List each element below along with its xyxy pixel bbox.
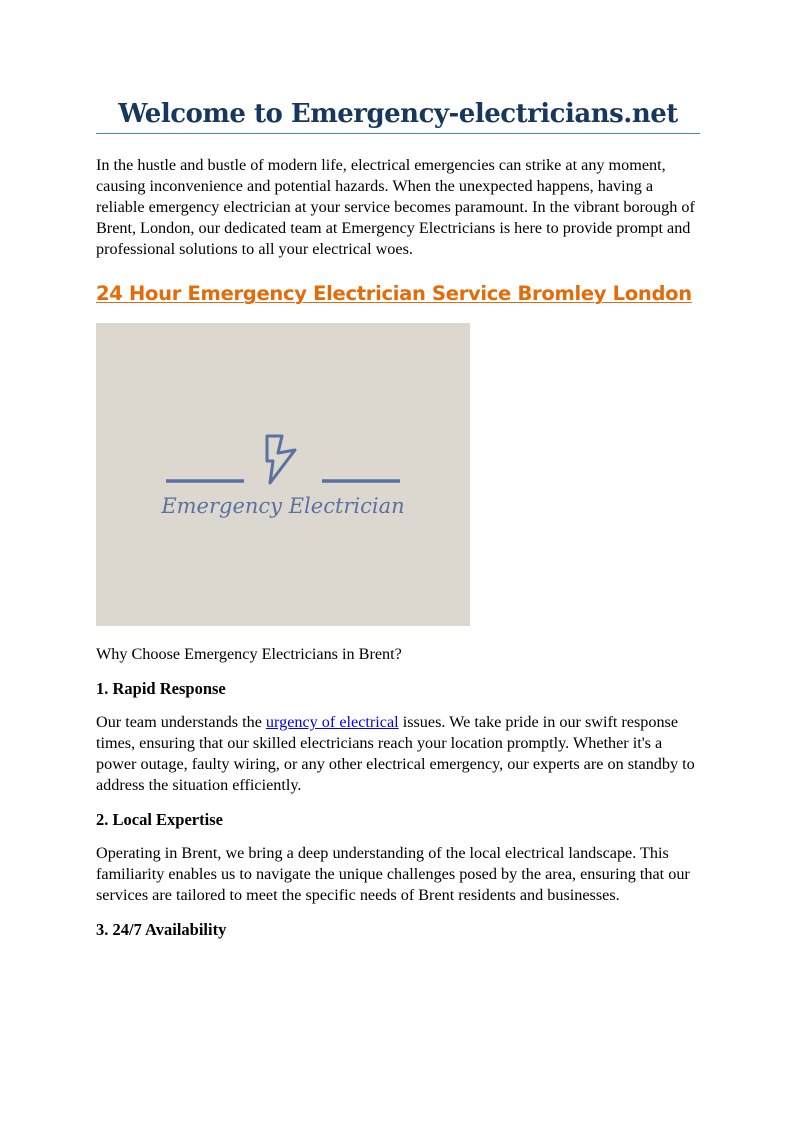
page-title: Welcome to Emergency-electricians.net: [118, 99, 678, 129]
logo-graphic: [96, 323, 470, 626]
section-heading-local-expertise: 2. Local Expertise: [96, 810, 223, 829]
section-heading-rapid-response: 1. Rapid Response: [96, 679, 226, 698]
service-subheading: [96, 281, 700, 307]
rapid-response-text-end: issues. We take pride in our swift response times, ensuring that our skilled electricians reach your location promptly. Whether it's a power outage, faulty wiring, or any other electrical emergency, our experts are on standby to address the situation efficiently.: [96, 713, 695, 794]
document-page: [96, 0, 700, 940]
intro-paragraph: In the hustle and bustle of modern life, electrical emergencies can strike at any moment, causing inconvenience and potential hazards. When the unexpected happens, having a reliable emergency electrician at your service becomes paramount. In the vibrant borough of Brent, London, our dedicated team at Emergency Electricians is here to provide prompt and professional solutions to all your electrical woes.: [96, 156, 695, 258]
rapid-response-text-start: Our team understands the: [96, 713, 266, 731]
title-divider: [96, 133, 700, 134]
why-choose-heading: Why Choose Emergency Electricians in Brent?: [96, 645, 402, 663]
logo-text: Emergency Electrician: [161, 494, 405, 518]
emergency-electrician-logo: [96, 323, 470, 626]
urgency-link[interactable]: urgency of electrical: [265, 713, 399, 731]
local-expertise-paragraph: Operating in Brent, we bring a deep understanding of the local electrical landscape. This familiarity enables us to navigate the unique challenges posed by the area, ensuring that our services are tailored to meet the specific needs of Brent residents and businesses.: [96, 844, 690, 904]
section-heading-availability: 3. 24/7 Availability: [96, 920, 227, 939]
lightning-bolt-icon: [267, 436, 295, 483]
service-subheading-link[interactable]: 24 Hour Emergency Electrician Service Bromley London: [96, 282, 692, 305]
rapid-response-paragraph: [96, 712, 700, 796]
